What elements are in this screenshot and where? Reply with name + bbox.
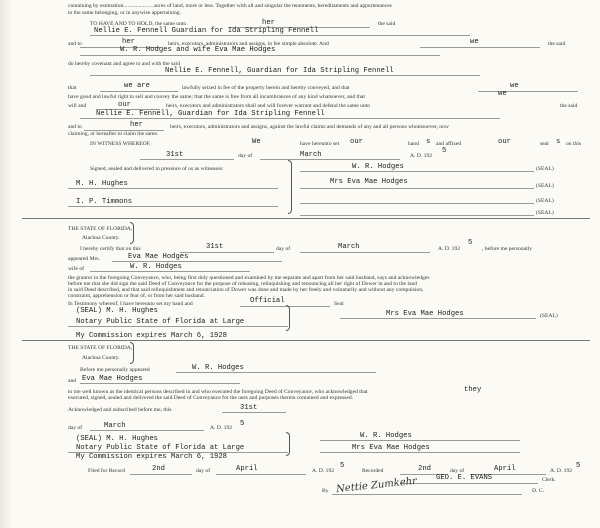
typed-witness-2: I. P. Timmons	[76, 198, 133, 206]
typed-year-4: 5	[340, 462, 345, 470]
text-against-claims: heirs, executors, administrators and assigns, against the lawful claims and demands of any and all persons whomsoever, now	[170, 124, 449, 130]
text-witness-whereof: IN WITNESS WHEREOF,	[90, 141, 151, 147]
typed-notary-title-1: Notary Public State of Florida at Large	[76, 318, 245, 326]
notary-brace-2	[286, 432, 290, 456]
text-containing-estimation: containing by estimation......................acres of land, more or less. Together with all and singular the tenements, hereditaments and appurtenances	[68, 3, 392, 9]
text-ad-2: A. D. 192	[438, 246, 461, 252]
text-seal: seal	[540, 141, 549, 147]
typed-grantor-1: W. R. Hodges	[192, 364, 244, 372]
text-day-of-2: day of	[276, 246, 291, 252]
text-recorded: Recorded	[362, 468, 384, 474]
text-have-hereunto: have hereunto set	[300, 141, 340, 147]
text-lawfully-seized: lawfully seized in fee of the property herein and hereby conveyed, and that	[182, 85, 350, 91]
text-on-this: on this	[566, 141, 582, 147]
text-seal-3: (SEAL)	[536, 198, 554, 204]
typed-notary-name-2: (SEAL) M. H. Hughes	[76, 435, 158, 443]
typed-signer-1: W. R. Hodges	[352, 163, 404, 171]
text-hand: hand	[408, 141, 419, 147]
text-that-1: that	[68, 85, 77, 91]
typed-31st-2: 31st	[206, 243, 224, 251]
state-brace-2	[130, 342, 134, 364]
text-grantor-para-4: constraint, apprehension or fear of, or from her said husband.	[68, 293, 206, 299]
text-seal-4: (SEAL)	[536, 210, 554, 216]
typed-grantee-1: Nellie E. Fennell Guardian for Ida Stripling Fennell	[94, 27, 319, 35]
typed-year-1: 5	[442, 147, 447, 155]
text-covenant: do hereby covenant and agree to and with the said	[68, 61, 180, 67]
text-by: By	[322, 488, 329, 494]
text-heirs-warrant: heirs, executors and administrators shall and will forever warrant and defend the same unto	[166, 103, 371, 109]
typed-2nd-1: 2nd	[152, 465, 165, 473]
text-county-2: Alachua County.	[82, 355, 120, 361]
text-state-florida-1: THE STATE OF FLORIDA,	[68, 226, 133, 232]
text-ad-5: A. D. 192	[550, 468, 573, 474]
typed-s-1: s	[426, 138, 431, 146]
typed-grantors-1: W. R. Hodges and wife Eva Mae Hodges	[120, 46, 276, 54]
text-state-florida-2: THE STATE OF FLORIDA,	[68, 345, 133, 351]
text-grantor-para-3: in said Deed described, and that said relinquishment and renunciation of Dower was done and made by her freely and voluntarily and without any compulsion,	[68, 287, 424, 293]
typed-our-3: our	[498, 138, 511, 146]
text-dc: D. C.	[532, 488, 544, 494]
text-acknowledged: Acknowledged and subscribed before me, this	[68, 407, 172, 413]
typed-march-2: March	[338, 243, 360, 251]
witness-brace	[288, 160, 292, 214]
typed-notary-title-2: Notary Public State of Florida at Large	[76, 444, 245, 452]
text-before-me-appeared: Before me personally appeared	[80, 367, 150, 373]
text-and-to-2: and to	[68, 124, 82, 130]
typed-year-5: 5	[576, 462, 581, 470]
typed-wife-name: Eva Mae Hodges	[128, 253, 189, 261]
text-county-1: Alachua County.	[82, 235, 120, 241]
text-executed-para: executed, signed, sealed and delivered the said Deed of Conveyance for the uses and purposes therein contained and expressed.	[68, 395, 354, 401]
typed-official: Official	[250, 297, 285, 305]
typed-we-1: we	[470, 38, 479, 46]
text-testimony: In Testimony whereof, I have hereunto set my hand and	[68, 301, 193, 307]
typed-signer-2: Mrs Eva Mae Hodges	[330, 178, 408, 186]
text-claiming: claiming, or hereafter to claim the same.	[68, 131, 159, 137]
typed-we-3: we	[498, 90, 507, 98]
typed-we-2: we	[510, 82, 519, 90]
text-day-of-5: day of	[450, 468, 465, 474]
text-wife-of: wife of	[68, 266, 84, 272]
typed-grantor-sign-2: Mrs Eva Mae Hodges	[352, 444, 430, 452]
typed-our-2: our	[350, 138, 363, 146]
text-filed-for-record: Filed for Record	[88, 468, 125, 474]
text-heirs-successors: heirs, executors, administrators and assigns, in fee simple absolute. And	[168, 41, 329, 47]
typed-her-1: her	[262, 19, 275, 27]
text-grantor-para-2: before me that she did sign the said Deed of Conveyance for the purpose of releasing, relinquishing and renouncing all her right of Dower in and to the land	[68, 281, 418, 287]
section-rule-2	[22, 340, 590, 341]
text-seal-2: (SEAL)	[536, 183, 554, 189]
text-and: and	[68, 378, 77, 384]
typed-year-3: 5	[240, 420, 245, 428]
typed-her-3: her	[130, 121, 143, 129]
text-seal-word: Seal	[334, 301, 344, 307]
typed-march-3: March	[104, 422, 126, 430]
text-day-of-4: day of	[196, 468, 211, 474]
typed-2nd-2: 2nd	[418, 465, 431, 473]
typed-we-4: We	[252, 138, 261, 146]
typed-grantor-sign-1: W. R. Hodges	[360, 432, 412, 440]
typed-husband: W. R. Hodges	[130, 263, 182, 271]
typed-commission-2: My Commission expires March 6, 1928	[76, 453, 227, 461]
typed-we-are: we are	[124, 82, 150, 90]
section-rule-1	[22, 218, 590, 219]
text-grantor-para-1: the grantor in the foregoing Conveyance, who, being first duly questioned and examined by me separate and apart from her said husband, says and acknowledges	[68, 275, 430, 281]
text-ad-4: A. D. 192	[312, 468, 335, 474]
typed-grantee-3: Nellie E. Fennell, Guardian for Ida Stripling Fennell	[96, 110, 325, 118]
text-before-me: , before me personally	[482, 246, 533, 252]
page-edge	[0, 0, 12, 528]
text-clerk: Clerk.	[542, 477, 556, 483]
typed-clerk-name: GEO. E. EVANS	[436, 474, 493, 482]
text-the-said-1: the said	[378, 21, 396, 27]
typed-march-1: March	[300, 151, 322, 159]
text-day-of-3: day of	[68, 425, 83, 431]
notary-brace-1	[286, 305, 290, 331]
text-the-said-2: the said	[548, 41, 566, 47]
state-brace-1	[130, 222, 134, 244]
typed-our-1: our	[118, 101, 131, 109]
text-good-right: have good and lawful right to sell and convey the same; that the same is free from all incumbrances of any kind whatsoever, and that	[68, 94, 365, 100]
typed-wife-sign: Mrs Eva Mae Hodges	[386, 310, 464, 318]
text-seal-5: (SEAL)	[540, 313, 558, 319]
text-and-affixed: and affixed	[436, 141, 462, 147]
typed-witness-1: M. H. Hughes	[76, 180, 128, 188]
typed-they: they	[464, 386, 482, 394]
typed-year-2: 5	[468, 239, 473, 247]
deputy-clerk-signature: Nettie Zumkehr	[335, 475, 418, 496]
text-and-to: and to	[68, 41, 82, 47]
text-habendum: TO HAVE AND TO HOLD, the same unto.	[90, 21, 188, 27]
text-appeared-mrs: appeared Mrs.	[68, 256, 100, 262]
typed-grantor-2: Eva Mae Hodges	[82, 375, 143, 383]
text-known-para: to me well known as the identical persons described in and who executed the foregoing Deed of Conveyance, who acknowledged that	[68, 389, 368, 395]
typed-notary-name-1: (SEAL) M. H. Hughes	[76, 307, 158, 315]
text-the-said-3: the said	[560, 103, 578, 109]
typed-31st-3: 31st	[240, 404, 258, 412]
text-seal-1: (SEAL)	[536, 166, 554, 172]
text-signed-sealed: Signed, sealed and delivered in presence of us as witnesses:	[90, 166, 224, 172]
text-will-and: will and	[68, 103, 87, 109]
typed-april-1: April	[236, 465, 258, 473]
typed-31st-1: 31st	[166, 151, 184, 159]
text-ad-3: A. D. 192	[210, 425, 233, 431]
typed-commission-1: My Commission expires March 6, 1928	[76, 332, 227, 340]
text-appertaining: to the same belonging, or in anywise appertaining.	[68, 10, 181, 16]
text-ad-1: A. D. 192	[410, 153, 433, 159]
typed-april-2: April	[494, 465, 516, 473]
typed-s-2: s	[556, 138, 561, 146]
text-day-of-1: day of	[238, 153, 253, 159]
text-certify: I hereby certify that on this	[80, 246, 141, 252]
typed-her-2: her	[122, 38, 135, 46]
typed-grantee-2: Nellie E. Fennell, Guardian for Ida Stripling Fennell	[165, 67, 394, 75]
